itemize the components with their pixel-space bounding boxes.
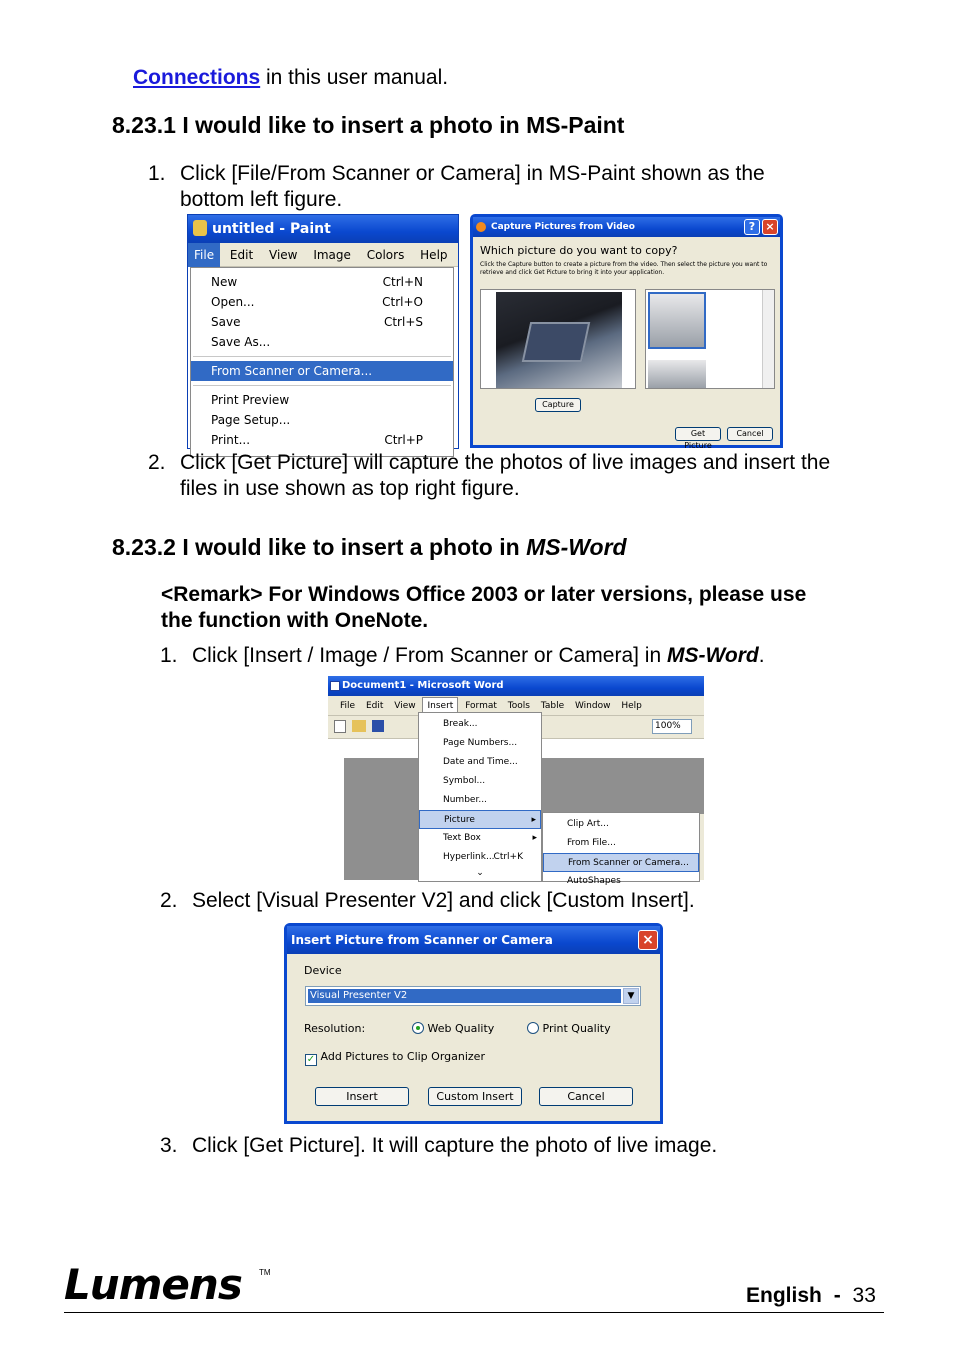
paint-title-bar <box>188 215 458 243</box>
menu-item-number[interactable]: Number... <box>443 795 487 805</box>
footer-rule <box>64 1312 884 1313</box>
paint-title: untitled - Paint <box>212 221 331 237</box>
capture-hint: Click the Capture button to create a picture from the video. Then select the picture you want to retrieve and click Get Picture to bring it into your application. <box>480 261 768 276</box>
paint-file-menu <box>190 267 454 457</box>
connections-link[interactable]: Connections <box>133 66 261 89</box>
monitor-shape <box>522 322 591 362</box>
insert-menu <box>418 712 542 882</box>
submenu-arrow-icon: ▸ <box>532 833 537 843</box>
submenu-arrow-icon: ▸ <box>531 815 536 825</box>
save-icon[interactable] <box>372 720 384 732</box>
word-screenshot <box>328 676 704 886</box>
close-icon[interactable]: × <box>762 219 778 235</box>
web-quality-radio[interactable]: Web Quality <box>412 1022 494 1035</box>
capture-dialog <box>470 214 783 448</box>
trademark-symbol: TM <box>259 1268 271 1277</box>
capture-title: Capture Pictures from Video <box>491 222 635 232</box>
menu-item-symbol[interactable]: Symbol... <box>443 776 486 786</box>
step-text: Click [Get Picture] will capture the photos of live images and insert the <box>180 451 831 474</box>
radio-selected-icon <box>412 1022 424 1034</box>
word-menu-view[interactable]: View <box>394 701 416 711</box>
clip-organizer-checkbox[interactable]: ✓ Add Pictures to Clip Organizer <box>306 1050 485 1065</box>
word-menu-window[interactable]: Window <box>574 701 611 711</box>
thumbnail[interactable] <box>648 360 706 388</box>
menu-separator <box>193 385 451 386</box>
menu-item-from-scanner[interactable]: From Scanner or Camera... <box>543 853 699 872</box>
paint-menu-help[interactable]: Help <box>420 248 448 262</box>
paint-menu-edit[interactable]: Edit <box>229 248 254 262</box>
remark-text: the function with OneNote. <box>161 609 429 632</box>
menu-item-save[interactable]: Save Ctrl+S <box>211 315 423 329</box>
step-text: Click [Insert / Image / From Scanner or Camera] in MS-Word. <box>192 644 765 667</box>
device-select[interactable] <box>305 986 641 1006</box>
device-label: Device <box>304 964 342 977</box>
insert-picture-dialog <box>284 923 663 1124</box>
word-menu-help[interactable]: Help <box>621 701 642 711</box>
step-number: 1. <box>148 162 166 185</box>
step-text: files in use shown as top right figure. <box>180 477 520 500</box>
paint-menu-file[interactable]: File <box>188 243 220 267</box>
video-preview <box>480 289 636 389</box>
help-icon[interactable]: ? <box>744 219 760 235</box>
step-number: 1. <box>160 644 178 667</box>
remark-text: <Remark> For Windows Office 2003 or later versions, please use <box>161 583 807 606</box>
footer-page-label <box>746 1283 876 1309</box>
menu-item-open[interactable]: Open... Ctrl+O <box>211 295 423 309</box>
step-number: 2. <box>148 451 166 474</box>
paint-screenshot <box>187 214 459 449</box>
word-app-icon <box>330 681 340 691</box>
paint-menu-image[interactable]: Image <box>313 248 351 262</box>
menu-separator <box>193 356 451 357</box>
step-number: 2. <box>160 889 178 912</box>
intro-line <box>133 65 448 91</box>
menu-item-page-numbers[interactable]: Page Numbers... <box>443 738 518 748</box>
menu-item-save-as[interactable]: Save As... <box>211 335 271 349</box>
paint-menu-view[interactable]: View <box>269 248 298 262</box>
menu-item-clip-art[interactable]: Clip Art... <box>567 819 609 829</box>
camera-icon <box>476 222 486 232</box>
paint-menu-colors[interactable]: Colors <box>366 248 405 262</box>
close-icon[interactable]: × <box>638 930 658 950</box>
live-video-image <box>496 292 622 388</box>
menu-item-autoshapes[interactable]: AutoShapes <box>567 876 621 886</box>
document-area <box>542 758 704 814</box>
word-menu-tools[interactable]: Tools <box>507 701 530 711</box>
menu-item-picture[interactable]: Picture ▸ <box>419 810 541 829</box>
paint-menubar <box>188 243 458 267</box>
word-menu-insert[interactable]: Insert <box>422 697 458 715</box>
menu-item-print-preview[interactable]: Print Preview <box>211 393 290 407</box>
insert-button[interactable]: Insert <box>315 1087 409 1106</box>
lumens-logo: Lumens <box>64 1260 242 1309</box>
menu-item-break[interactable]: Break... <box>443 719 478 729</box>
picture-submenu <box>542 812 700 886</box>
step-text: Click [Get Picture]. It will capture the photo of live image. <box>192 1134 718 1157</box>
step-text: Select [Visual Presenter V2] and click [Custom Insert]. <box>192 889 695 912</box>
chevron-down-icon[interactable]: ▼ <box>623 988 639 1004</box>
footer-language: English <box>746 1284 822 1307</box>
print-quality-radio[interactable]: Print Quality <box>527 1022 611 1035</box>
step-text: Click [File/From Scanner or Camera] in MS-Paint shown as the <box>180 162 765 185</box>
zoom-box[interactable]: 100% <box>652 719 692 734</box>
vertical-ruler <box>328 758 344 880</box>
section-heading-paint: 8.23.1 I would like to insert a photo in MS-Paint <box>112 112 625 138</box>
word-menu-file[interactable]: File <box>340 701 356 711</box>
menu-item-from-scanner[interactable]: From Scanner or Camera... <box>191 361 453 381</box>
thumbnail-scrollbar[interactable] <box>762 290 774 388</box>
menu-item-hyperlink[interactable]: Hyperlink... Ctrl+K <box>443 852 523 862</box>
word-menu-format[interactable]: Format <box>465 701 497 711</box>
paint-app-icon <box>193 220 207 236</box>
menu-item-from-file[interactable]: From File... <box>567 838 616 848</box>
expand-chevron-icon[interactable]: ⌄ <box>476 868 484 878</box>
word-menu-table[interactable]: Table <box>540 701 565 711</box>
capture-button[interactable]: Capture <box>535 398 581 412</box>
section-heading-word: 8.23.2 I would like to insert a photo in MS-Word <box>112 534 627 560</box>
menu-item-page-setup[interactable]: Page Setup... <box>211 413 291 427</box>
device-select-value: Visual Presenter V2 <box>308 989 621 1003</box>
checkmark-icon: ✓ <box>306 1054 316 1065</box>
radio-icon <box>527 1022 539 1034</box>
page-number: 33 <box>852 1284 876 1307</box>
new-document-icon[interactable] <box>334 720 346 733</box>
custom-insert-button[interactable]: Custom Insert <box>428 1087 522 1106</box>
menu-item-new[interactable]: New Ctrl+N <box>211 275 423 289</box>
captured-thumbnails[interactable] <box>645 289 775 389</box>
menu-item-print[interactable]: Print... Ctrl+P <box>211 433 423 447</box>
step-text: bottom left figure. <box>180 188 343 211</box>
step-number: 3. <box>160 1134 178 1157</box>
resolution-label: Resolution: <box>304 1022 366 1035</box>
document-area <box>344 758 418 880</box>
intro-text: in this user manual. <box>260 66 449 89</box>
dialog-title-bar <box>287 926 660 954</box>
word-menu-edit[interactable]: Edit <box>365 701 384 711</box>
cancel-button[interactable]: Cancel <box>539 1087 633 1106</box>
capture-question: Which picture do you want to copy? <box>480 244 678 257</box>
footer-separator: - <box>833 1284 841 1307</box>
dialog-title: Insert Picture from Scanner or Camera <box>291 933 553 947</box>
word-title-bar <box>328 676 704 696</box>
capture-title-bar <box>473 217 780 237</box>
thumbnail-selected[interactable] <box>648 292 706 349</box>
capture-cancel-button[interactable]: Cancel <box>727 427 773 441</box>
get-picture-button[interactable]: Get Picture <box>675 427 721 441</box>
menu-item-text-box[interactable]: Text Box ▸ <box>419 829 541 848</box>
menu-item-date-time[interactable]: Date and Time... <box>443 757 518 767</box>
word-title: Document1 - Microsoft Word <box>342 680 504 691</box>
open-folder-icon[interactable] <box>352 720 366 732</box>
